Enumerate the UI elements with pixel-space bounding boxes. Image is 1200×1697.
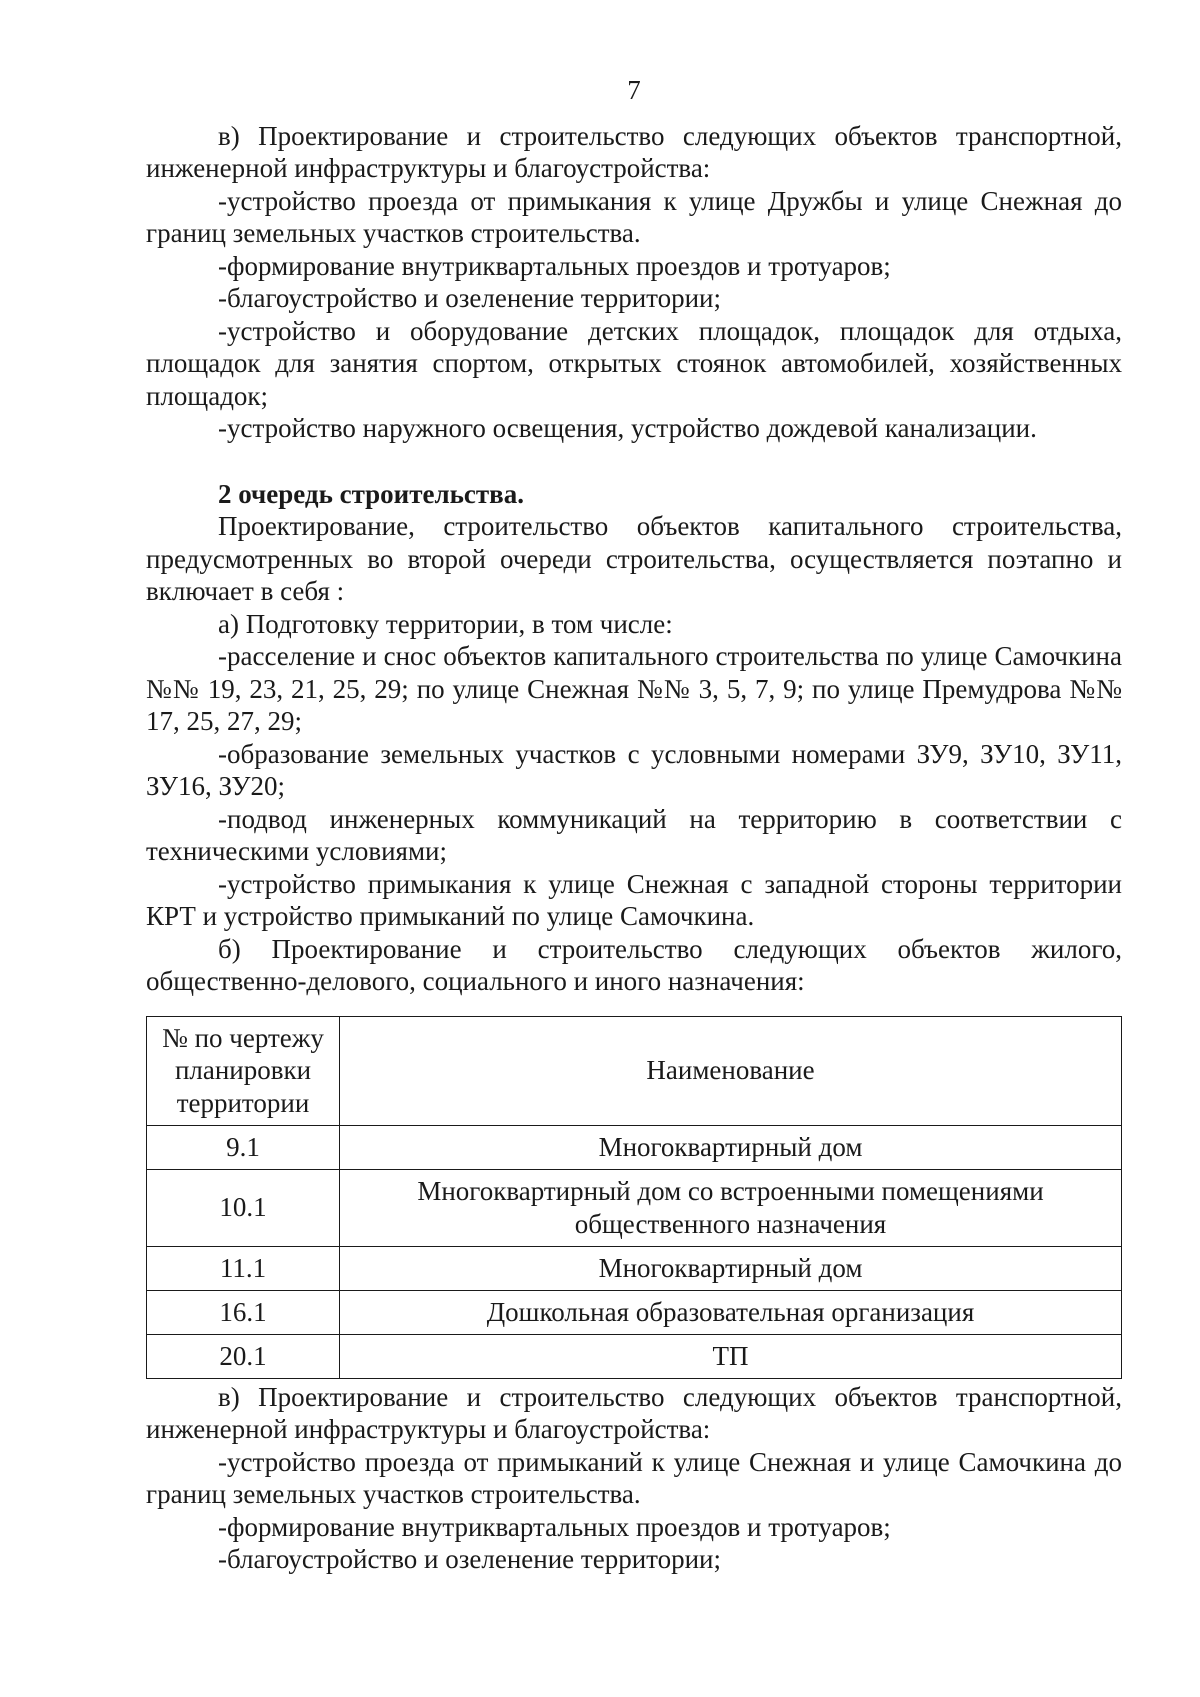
subsection-title: б) Проектирование и строительство следующих объектов жилого, общественно-делового, социального и иного назначения:	[146, 933, 1122, 996]
table-row	[147, 1290, 1122, 1334]
section-top	[146, 120, 1122, 445]
list-item: -устройство примыкания к улице Снежная с западной стороны территории КРТ и устройство примыканий по улице Самочкина.	[146, 868, 1122, 931]
cell-number: 10.1	[147, 1169, 340, 1246]
cell-name: ТП	[340, 1334, 1122, 1378]
section-bottom	[146, 1381, 1122, 1576]
cell-number: 9.1	[147, 1125, 340, 1169]
table-row	[147, 1334, 1122, 1378]
list-item: -устройство проезда от примыкания к улице Дружбы и улице Снежная до границ земельных участков строительства.	[146, 185, 1122, 248]
document-page	[146, 74, 1122, 1576]
list-item: -формирование внутриквартальных проездов и тротуаров;	[218, 250, 891, 281]
section-intro: в) Проектирование и строительство следующих объектов транспортной, инженерной инфраструктуры и благоустройства:	[146, 120, 1122, 183]
cell-name: Дошкольная образовательная организация	[340, 1290, 1122, 1334]
cell-name: Многоквартирный дом со встроенными помещениями общественного назначения	[340, 1169, 1122, 1246]
header-name: Наименование	[340, 1016, 1122, 1125]
section-heading: 2 очередь строительства.	[218, 478, 524, 509]
table-row	[147, 1169, 1122, 1246]
objects-table	[146, 1016, 1122, 1379]
subsection-title: а) Подготовку территории, в том числе:	[218, 608, 673, 639]
table-row	[147, 1125, 1122, 1169]
section-intro: Проектирование, строительство объектов капитального строительства, предусмотренных во второй очереди строительства, осуществляется поэтапно и включает в себя :	[146, 511, 1122, 606]
table-header-row	[147, 1016, 1122, 1125]
cell-number: 20.1	[147, 1334, 340, 1378]
table-row	[147, 1246, 1122, 1290]
cell-number: 16.1	[147, 1290, 340, 1334]
cell-name: Многоквартирный дом	[340, 1246, 1122, 1290]
cell-name: Многоквартирный дом	[340, 1125, 1122, 1169]
list-item: -подвод инженерных коммуникаций на территорию в соответствии с техническими условиями;	[146, 803, 1122, 866]
cell-number: 11.1	[147, 1246, 340, 1290]
list-item: -благоустройство и озеленение территории;	[218, 1544, 721, 1574]
list-item: -формирование внутриквартальных проездов и тротуаров;	[218, 1511, 891, 1542]
list-item: -устройство проезда от примыканий к улице Снежная и улице Самочкина до границ земельных участков строительства.	[146, 1446, 1122, 1509]
list-item: -расселение и снос объектов капитального строительства по улице Самочкина №№ 19, 23, 21, 25, 29; по улице Снежная №№ 3, 5, 7, 9; по улице Премудрова №№ 17, 25, 27, 29;	[146, 641, 1122, 736]
page-number: 7	[627, 75, 641, 105]
list-item: -благоустройство и озеленение территории;	[218, 283, 721, 313]
list-item: -образование земельных участков с условными номерами ЗУ9, ЗУ10, ЗУ11, ЗУ16, ЗУ20;	[146, 738, 1122, 801]
list-item: -устройство наружного освещения, устройство дождевой канализации.	[218, 413, 1037, 443]
list-item: -устройство и оборудование детских площадок, площадок для отдыха, площадок для занятия спортом, открытых стоянок автомобилей, хозяйственных площадок;	[146, 315, 1122, 411]
header-drawing-number: № по чертежу планировки территории	[147, 1016, 340, 1125]
section-intro: в) Проектирование и строительство следующих объектов транспортной, инженерной инфраструктуры и благоустройства:	[146, 1381, 1122, 1444]
section-stage2	[146, 478, 1122, 998]
